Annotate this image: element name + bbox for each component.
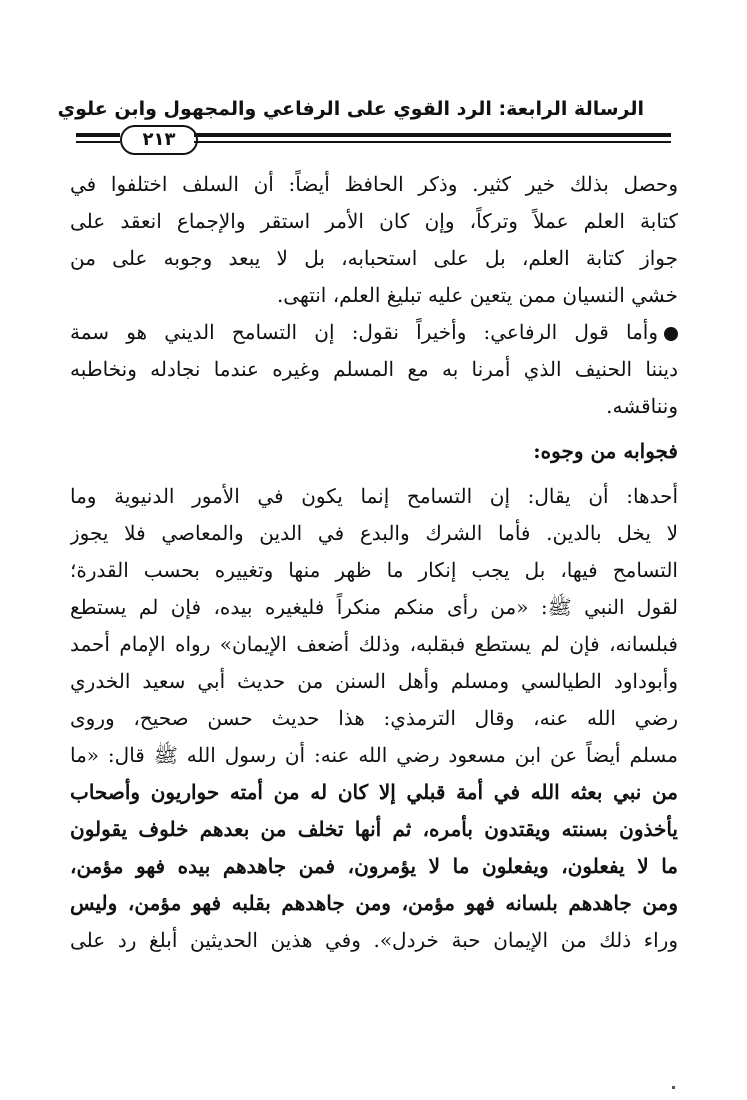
text-line: وأبوداود الطيالسي ومسلم وأهل السنن من حديث أبي سعيد الخدري <box>70 669 678 693</box>
hadith-line: من نبي بعثه الله في أمة قبلي إلا كان له من أمته حواريون وأصحاب <box>70 780 678 804</box>
paragraph-gap <box>70 425 678 433</box>
hadith-line: ومن جاهدهم بلسانه فهو مؤمن، ومن جاهدهم بقلبه فهو مؤمن، وليس <box>70 891 678 915</box>
text-line: وراء ذلك من الإيمان حبة خردل». وفي هذين الحديثين أبلغ رد على <box>70 928 678 952</box>
header-rule-right-thick <box>194 133 671 137</box>
text-line: رضي الله عنه، وقال الترمذي: هذا حديث حسن صحيح، وروى <box>70 706 678 730</box>
text-line: كتابة العلم عملاً وتركاً، وإن كان الأمر استقر والإجماع انعقد على <box>70 209 678 233</box>
text-line: وحصل بذلك خير كثير. وذكر الحافظ أيضاً: أن السلف اختلفوا في <box>70 172 678 196</box>
hadith-line: يأخذون بسنته ويقتدون بأمره، ثم أنها تخلف من بعدهم خلوف يقولون <box>70 817 678 841</box>
scan-speck <box>672 1086 675 1089</box>
text-line: ونناقشه. <box>606 394 678 418</box>
text-line: لا يخل بالدين. فأما الشرك والبدع في الدين والمعاصي فلا يجوز <box>70 521 678 545</box>
bullet-dot-icon <box>664 327 678 341</box>
page-number: ٢١٣ <box>120 125 198 155</box>
running-title: الرسالة الرابعة: الرد القوي على الرفاعي والمجهول وابن علوي <box>57 98 644 120</box>
text-line: التسامح فيها، بل يجب إنكار ما ظهر منها وتغييره بحسب القدرة؛ <box>70 558 678 582</box>
body-text <box>70 166 678 959</box>
text-line: جواز كتابة العلم، بل على استحبابه، بل لا يبعد وجوبه على من <box>70 246 678 270</box>
header-rule <box>76 125 671 155</box>
text-line: خشي النسيان ممن يتعين عليه تبليغ العلم، انتهى. <box>276 283 678 307</box>
paragraph-gap <box>70 470 678 478</box>
hadith-line: ما لا يفعلون، ويفعلون ما لا يؤمرون، فمن جاهدهم بيده فهو مؤمن، <box>70 854 678 878</box>
header-rule-left-thick <box>76 133 120 137</box>
bullet-paragraph-line <box>70 314 678 351</box>
text-line: فبلسانه، فإن لم يستطع فبقلبه، وذلك أضعف الإيمان» رواه الإمام أحمد <box>70 632 678 656</box>
header-rule-right-thin <box>194 141 671 143</box>
text-line: مسلم أيضاً عن ابن مسعود رضي الله عنه: أن رسول الله ﷺ قال: «ما <box>70 743 678 767</box>
header-rule-left-thin <box>76 141 120 143</box>
answer-heading: فجوابه من وجوه: <box>533 439 678 463</box>
text-line: أحدها: أن يقال: إن التسامح إنما يكون في الأمور الدنيوية وما <box>70 484 678 508</box>
text-span: وأما قول الرفاعي: وأخيراً نقول: إن التسامح الديني هو سمة <box>70 320 658 344</box>
text-line: لقول النبي ﷺ: «من رأى منكم منكراً فليغيره بيده، فإن لم يستطع <box>70 595 678 619</box>
text-line: ديننا الحنيف الذي أمرنا به مع المسلم وغيره عندما نجادله ونخاطبه <box>70 357 678 381</box>
